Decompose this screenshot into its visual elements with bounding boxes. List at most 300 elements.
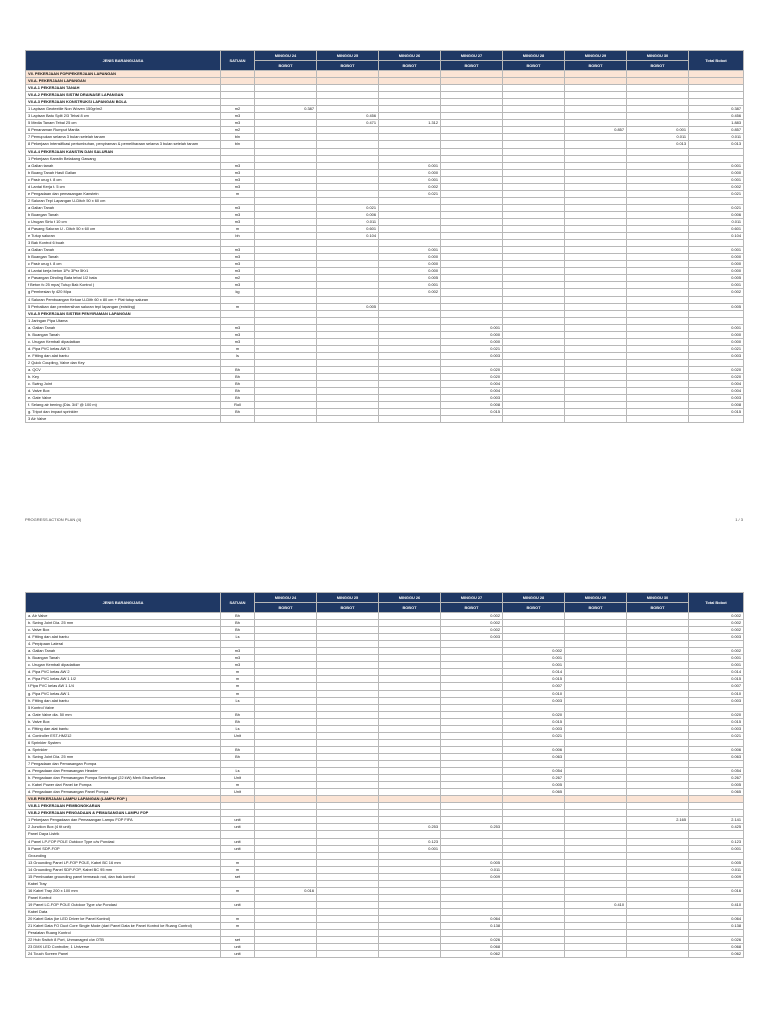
week-bobot-cell <box>627 92 689 99</box>
week-bobot-cell <box>503 197 565 204</box>
item-description: c. Kabel Power dari Panel ke Pompa <box>26 782 221 789</box>
item-unit: Unit <box>221 775 255 782</box>
week-bobot-cell <box>627 338 689 345</box>
item-unit: Bh <box>221 746 255 753</box>
table-row <box>26 240 744 247</box>
week-bobot-cell <box>627 345 689 352</box>
total-bobot-cell <box>689 930 744 937</box>
item-unit: m3 <box>221 218 255 225</box>
week-bobot-cell: 0.001 <box>379 845 441 852</box>
week-bobot-cell <box>255 775 317 782</box>
table-row <box>26 345 744 352</box>
week-bobot-cell <box>565 352 627 359</box>
week-bobot-cell: 0.001 <box>627 127 689 134</box>
item-description: e Pengadaan dan pemasangan Kanstein <box>26 190 221 197</box>
week-bobot-cell <box>565 254 627 261</box>
week-bobot-cell <box>379 324 441 331</box>
total-bobot-cell <box>689 240 744 247</box>
item-description: b Buangan Tanah <box>26 211 221 218</box>
table-row <box>26 233 744 240</box>
week-bobot-cell <box>627 796 689 803</box>
week-bobot-cell <box>503 908 565 915</box>
week-bobot-cell <box>317 613 379 620</box>
week-bobot-cell <box>441 141 503 148</box>
item-unit: m <box>221 690 255 697</box>
week-bobot-cell <box>379 366 441 373</box>
week-bobot-cell <box>565 725 627 732</box>
table-body <box>26 71 744 423</box>
week-bobot-cell <box>503 395 565 402</box>
progress-table-page-2 <box>25 592 744 958</box>
week-bobot-cell <box>565 937 627 944</box>
week-bobot-cell <box>627 366 689 373</box>
item-description: b. Pengadaan dan Pemasangan Pompa Sentrifugal (22 kW) Merk Ebara/Setara <box>26 775 221 782</box>
week-bobot-cell <box>317 296 379 303</box>
item-description: 3 Bak Kontrol 6 buah <box>26 240 221 247</box>
total-bobot-cell: 0.002 <box>689 183 744 190</box>
week-bobot-cell <box>441 683 503 690</box>
week-bobot-cell <box>317 852 379 859</box>
item-unit: m <box>221 887 255 894</box>
week-bobot-cell <box>627 732 689 739</box>
item-unit <box>221 317 255 324</box>
week-bobot-cell <box>503 310 565 317</box>
total-bobot-cell: 0.000 <box>689 268 744 275</box>
item-description: d. Pipa PVC kelas AW 3 <box>26 345 221 352</box>
total-bobot-cell: 0.021 <box>689 204 744 211</box>
week-bobot-cell <box>255 641 317 648</box>
table-row <box>26 803 744 810</box>
week-bobot-cell <box>317 739 379 746</box>
week-bobot-cell: 0.002 <box>379 183 441 190</box>
week-bobot-cell <box>317 169 379 176</box>
week-bobot-cell <box>503 944 565 951</box>
week-bobot-cell <box>565 880 627 887</box>
item-description: 5 Media Tanam Tebal 25 cm <box>26 120 221 127</box>
week-bobot-cell <box>503 620 565 627</box>
table-row <box>26 718 744 725</box>
week-bobot-cell: 0.021 <box>503 732 565 739</box>
week-bobot-cell <box>503 923 565 930</box>
week-bobot-cell <box>379 930 441 937</box>
week-bobot-cell <box>441 211 503 218</box>
total-bobot-cell: 0.002 <box>689 648 744 655</box>
item-unit: m3 <box>221 338 255 345</box>
week-bobot-cell <box>627 613 689 620</box>
table-row <box>26 634 744 641</box>
week-bobot-cell <box>255 845 317 852</box>
week-bobot-cell: 0.068 <box>441 944 503 951</box>
week-bobot-cell: 0.471 <box>317 120 379 127</box>
week-bobot-cell: 0.002 <box>441 627 503 634</box>
table-row <box>26 261 744 268</box>
total-bobot-cell <box>689 831 744 838</box>
week-bobot-cell <box>503 859 565 866</box>
week-bobot-cell <box>503 92 565 99</box>
week-bobot-cell: 0.005 <box>441 859 503 866</box>
week-bobot-cell: 0.000 <box>441 331 503 338</box>
item-description: a Galian Tanah <box>26 247 221 254</box>
week-bobot-cell <box>565 789 627 796</box>
table-row <box>26 155 744 162</box>
item-unit: m <box>221 669 255 676</box>
week-bobot-cell <box>503 634 565 641</box>
week-bobot-cell <box>255 99 317 106</box>
week-bobot-cell <box>379 923 441 930</box>
table-row <box>26 141 744 148</box>
week-bobot-cell: 0.021 <box>441 345 503 352</box>
item-unit: m2 <box>221 106 255 113</box>
item-unit <box>221 803 255 810</box>
week-bobot-cell <box>317 908 379 915</box>
item-unit: m2 <box>221 127 255 134</box>
week-bobot-cell <box>627 880 689 887</box>
week-bobot-cell <box>565 824 627 831</box>
week-bobot-cell <box>441 782 503 789</box>
table-row <box>26 662 744 669</box>
week-bobot-cell <box>255 697 317 704</box>
week-bobot-cell: 0.002 <box>441 613 503 620</box>
table-row <box>26 85 744 92</box>
week-bobot-cell <box>503 901 565 908</box>
week-bobot-cell <box>317 866 379 873</box>
week-bobot-cell <box>379 944 441 951</box>
week-bobot-cell <box>503 85 565 92</box>
week-bobot-cell <box>379 310 441 317</box>
week-bobot-cell <box>503 289 565 296</box>
week-bobot-cell <box>379 211 441 218</box>
week-bobot-cell <box>379 134 441 141</box>
item-description: VII.B PEKERJAAN LAMPU LAPANGAN (LAMPU FOP ) <box>26 796 221 803</box>
item-unit <box>221 148 255 155</box>
week-bobot-cell: 1.312 <box>379 120 441 127</box>
item-unit: m3 <box>221 655 255 662</box>
week-bobot-cell <box>565 113 627 120</box>
table-body <box>26 613 744 958</box>
week-bobot-cell <box>317 641 379 648</box>
week-bobot-cell <box>503 381 565 388</box>
week-bobot-cell <box>441 78 503 85</box>
week-bobot-cell <box>565 359 627 366</box>
week-bobot-cell <box>379 204 441 211</box>
table-row <box>26 704 744 711</box>
item-unit: m <box>221 345 255 352</box>
total-bobot-cell: 0.002 <box>689 289 744 296</box>
table-row <box>26 852 744 859</box>
week-bobot-cell <box>627 627 689 634</box>
week-bobot-cell <box>565 409 627 416</box>
table-row <box>26 627 744 634</box>
week-bobot-cell <box>565 838 627 845</box>
item-unit <box>221 240 255 247</box>
week-bobot-cell <box>565 634 627 641</box>
item-description: 19 Panel LC-FOP POLE Outdoor Type c/w Pondasi <box>26 901 221 908</box>
week-header: MINGGU 30 <box>627 593 689 603</box>
week-header: MINGGU 25 <box>317 51 379 61</box>
week-bobot-cell <box>441 908 503 915</box>
total-bobot-cell: 0.009 <box>689 873 744 880</box>
table-row <box>26 613 744 620</box>
week-bobot-cell <box>317 838 379 845</box>
week-bobot-cell <box>255 113 317 120</box>
week-bobot-cell <box>379 148 441 155</box>
total-bobot-cell: 0.062 <box>689 951 744 958</box>
week-bobot-cell <box>379 873 441 880</box>
week-bobot-cell <box>565 345 627 352</box>
item-unit <box>221 92 255 99</box>
item-description: 1 Lapisan Geotextile Non Woven 150gr/m2 <box>26 106 221 113</box>
week-bobot-cell <box>255 218 317 225</box>
item-unit <box>221 416 255 423</box>
week-bobot-cell <box>379 831 441 838</box>
week-bobot-cell <box>255 859 317 866</box>
total-bobot-cell <box>689 92 744 99</box>
item-description: 6 Penanaman Rumput Manila <box>26 127 221 134</box>
week-bobot-cell <box>503 324 565 331</box>
week-bobot-cell <box>441 838 503 845</box>
item-description: 20 Kabel Data (ke LED Driver ke Panel Kontrol) <box>26 916 221 923</box>
week-bobot-cell <box>379 141 441 148</box>
total-bobot-cell: 0.011 <box>689 134 744 141</box>
table-row <box>26 148 744 155</box>
week-bobot-cell <box>317 345 379 352</box>
week-bobot-cell <box>317 134 379 141</box>
week-bobot-cell <box>255 894 317 901</box>
total-bobot-cell: 0.410 <box>689 901 744 908</box>
week-bobot-cell <box>565 782 627 789</box>
week-bobot-cell <box>627 746 689 753</box>
week-bobot-cell <box>255 613 317 620</box>
item-description: a. Air Valve <box>26 613 221 620</box>
total-bobot-cell <box>689 359 744 366</box>
week-bobot-cell <box>317 880 379 887</box>
item-description: c Pasir urug t. 8 cm <box>26 261 221 268</box>
week-bobot-cell <box>441 789 503 796</box>
week-bobot-cell <box>565 78 627 85</box>
week-bobot-cell <box>379 106 441 113</box>
week-bobot-cell <box>441 254 503 261</box>
week-bobot-cell <box>565 141 627 148</box>
week-bobot-cell <box>379 113 441 120</box>
week-bobot-cell <box>503 71 565 78</box>
total-bobot-cell: 0.857 <box>689 127 744 134</box>
item-unit: m <box>221 866 255 873</box>
week-bobot-cell <box>565 831 627 838</box>
week-bobot-cell <box>379 859 441 866</box>
table-row <box>26 782 744 789</box>
week-bobot-cell <box>441 303 503 310</box>
week-bobot-cell <box>441 880 503 887</box>
total-bobot-cell: 0.267 <box>689 775 744 782</box>
week-bobot-cell <box>627 71 689 78</box>
item-description: b. Swing Joint Dia. 25 mm <box>26 753 221 760</box>
item-description: Kabel Data <box>26 908 221 915</box>
week-bobot-cell <box>627 240 689 247</box>
week-bobot-cell <box>317 937 379 944</box>
week-bobot-cell <box>627 775 689 782</box>
week-bobot-cell <box>317 127 379 134</box>
week-bobot-cell <box>503 866 565 873</box>
item-description: 3 Lapisan Batu Split 2/3 Tebal 8 cm <box>26 113 221 120</box>
item-description: c. Valve Box <box>26 627 221 634</box>
item-description: d. Pengadaan dan Pemasangan Panel Pompa <box>26 789 221 796</box>
week-bobot-cell <box>565 768 627 775</box>
week-bobot-cell <box>317 268 379 275</box>
total-bobot-cell: 0.000 <box>689 338 744 345</box>
item-description: 4. Perpipaan Lateral <box>26 641 221 648</box>
week-bobot-cell <box>255 296 317 303</box>
table-row <box>26 134 744 141</box>
week-bobot-cell <box>317 789 379 796</box>
week-bobot-cell <box>317 831 379 838</box>
item-unit: m3 <box>221 176 255 183</box>
total-bobot-cell: 0.001 <box>689 845 744 852</box>
week-bobot-cell <box>255 254 317 261</box>
week-bobot-cell <box>441 183 503 190</box>
week-bobot-cell <box>503 894 565 901</box>
total-bobot-cell <box>689 796 744 803</box>
week-bobot-cell <box>565 894 627 901</box>
item-unit: m3 <box>221 204 255 211</box>
week-bobot-cell <box>379 78 441 85</box>
week-bobot-cell <box>379 803 441 810</box>
total-bobot-cell <box>689 99 744 106</box>
week-bobot-cell <box>627 374 689 381</box>
week-bobot-cell <box>627 824 689 831</box>
week-bobot-cell <box>255 176 317 183</box>
week-bobot-cell <box>255 388 317 395</box>
week-header: MINGGU 24 <box>255 593 317 603</box>
week-bobot-cell <box>503 810 565 817</box>
week-bobot-cell <box>627 190 689 197</box>
week-bobot-cell <box>317 718 379 725</box>
week-bobot-cell <box>441 120 503 127</box>
week-bobot-cell <box>441 155 503 162</box>
total-bobot-cell <box>689 317 744 324</box>
week-bobot-cell <box>565 289 627 296</box>
item-unit: m <box>221 226 255 233</box>
week-bobot-cell <box>503 78 565 85</box>
item-description: 3 Air Valve <box>26 416 221 423</box>
week-bobot-cell <box>379 901 441 908</box>
week-bobot-cell <box>317 78 379 85</box>
week-bobot-cell <box>255 317 317 324</box>
table-row <box>26 880 744 887</box>
week-bobot-cell <box>441 697 503 704</box>
week-bobot-cell <box>255 402 317 409</box>
total-bobot-cell: 0.001 <box>689 282 744 289</box>
table-row <box>26 162 744 169</box>
week-bobot-cell: 0.000 <box>379 254 441 261</box>
total-bobot-cell: 0.006 <box>689 746 744 753</box>
week-bobot-cell <box>255 85 317 92</box>
week-bobot-cell <box>503 113 565 120</box>
week-bobot-cell <box>503 134 565 141</box>
table-row <box>26 760 744 767</box>
item-unit: Bh <box>221 718 255 725</box>
week-bobot-cell <box>379 85 441 92</box>
week-bobot-cell: 0.006 <box>503 746 565 753</box>
week-bobot-cell <box>627 388 689 395</box>
week-bobot-cell <box>255 303 317 310</box>
week-bobot-cell <box>627 704 689 711</box>
week-bobot-cell <box>255 620 317 627</box>
table-row <box>26 894 744 901</box>
week-bobot-cell <box>565 366 627 373</box>
total-bobot-cell: 0.015 <box>689 409 744 416</box>
bobot-header: BOBOT <box>255 61 317 71</box>
week-bobot-cell <box>255 331 317 338</box>
item-description: a. Gate Valve dia. 50 mm <box>26 711 221 718</box>
item-description: b. Key <box>26 374 221 381</box>
week-bobot-cell: 0.001 <box>379 282 441 289</box>
item-description: 1 Pekerjaan Pengadaan dan Pemasangan Lampu FOP FIFA <box>26 817 221 824</box>
item-description: g. Tripot dan impact sprinkler <box>26 409 221 416</box>
item-description: b Buang Tanah Hasil Galian <box>26 169 221 176</box>
table-row <box>26 655 744 662</box>
table-row <box>26 690 744 697</box>
week-bobot-cell <box>379 381 441 388</box>
item-unit: Bh <box>221 374 255 381</box>
total-bobot-cell <box>689 739 744 746</box>
week-bobot-cell <box>565 930 627 937</box>
week-bobot-cell <box>317 247 379 254</box>
week-bobot-cell <box>255 162 317 169</box>
table-row <box>26 99 744 106</box>
week-bobot-cell <box>255 169 317 176</box>
week-bobot-cell: 0.007 <box>503 683 565 690</box>
total-bobot-cell: 0.003 <box>689 352 744 359</box>
total-bobot-cell: 0.601 <box>689 226 744 233</box>
item-description: VII.A. PEKERJAAN LAPANGAN <box>26 78 221 85</box>
week-bobot-cell: 0.065 <box>503 789 565 796</box>
table-row <box>26 113 744 120</box>
week-bobot-cell <box>317 99 379 106</box>
week-bobot-cell <box>379 155 441 162</box>
week-bobot-cell <box>627 676 689 683</box>
week-bobot-cell <box>627 711 689 718</box>
week-bobot-cell <box>441 718 503 725</box>
table-row <box>26 916 744 923</box>
item-description: 1 Pekerjaan Kanstin Belakang Gawang <box>26 155 221 162</box>
item-description: Grounding <box>26 852 221 859</box>
week-bobot-cell <box>255 648 317 655</box>
table-row <box>26 218 744 225</box>
week-bobot-cell <box>565 211 627 218</box>
week-bobot-cell <box>565 916 627 923</box>
week-bobot-cell <box>379 916 441 923</box>
week-bobot-cell: 0.006 <box>317 211 379 218</box>
item-description: e. Gate Valve <box>26 395 221 402</box>
item-unit: m3 <box>221 113 255 120</box>
item-description: c. Urugan Kembali dipadatkan <box>26 338 221 345</box>
item-description: VII.B.2 PEKERJAAN PENGADAAN & PEMASANGAN LAMPU FOP <box>26 810 221 817</box>
week-bobot-cell <box>627 916 689 923</box>
week-bobot-cell <box>317 395 379 402</box>
week-bobot-cell <box>627 944 689 951</box>
week-bobot-cell <box>627 409 689 416</box>
week-bobot-cell <box>627 197 689 204</box>
week-bobot-cell <box>379 690 441 697</box>
total-bobot-cell: 0.000 <box>689 169 744 176</box>
week-bobot-cell <box>503 303 565 310</box>
week-bobot-cell <box>565 92 627 99</box>
total-bobot-cell: 0.064 <box>689 916 744 923</box>
week-bobot-cell <box>379 374 441 381</box>
table-row <box>26 810 744 817</box>
week-bobot-cell <box>441 676 503 683</box>
item-unit <box>221 930 255 937</box>
